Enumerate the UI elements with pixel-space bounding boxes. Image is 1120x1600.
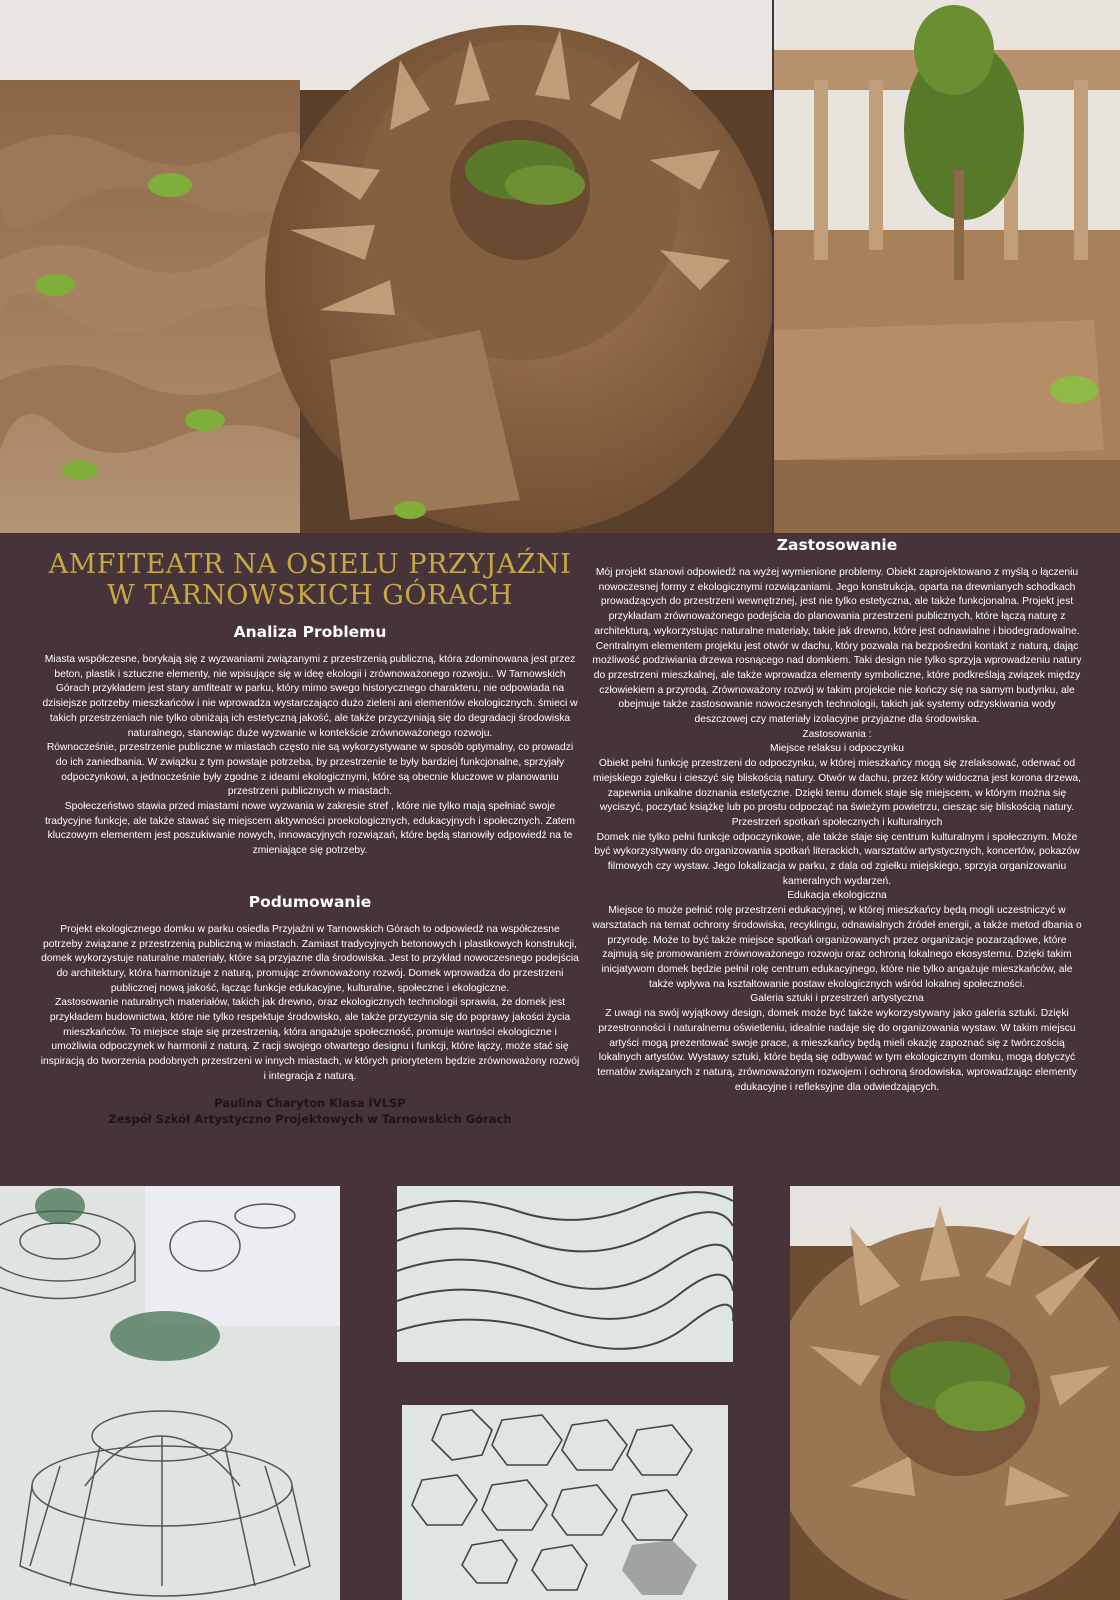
podsumowanie-text xyxy=(40,923,580,1085)
main-model-photo xyxy=(0,0,772,533)
side-model-photo xyxy=(774,0,1120,533)
analiza-paragraph: Równocześnie, przestrzenie publiczne w miastach często nie są wykorzystywane w sposób optymalny, co prowadzi do ich zaniedbania. W związku z tym powstaje potrzeba, by przestrzenie te były bardziej funkcjonalne, sprzyjały odpoczynkowi, a jednocześnie były zgodne z ideami ekologicznymi, które są obecnie kluczowe w planowaniu przestrzeni publicznych w miastach. xyxy=(46,742,574,798)
podsumowanie-heading: Podumowanie xyxy=(248,892,372,911)
podsumowanie-paragraph: Projekt ekologicznego domku w parku osiedla Przyjaźni w Tarnowskich Górach to odpowiedź na współczesne potrzeby związane z przestrzenią publiczną w miastach. Zamiast tradycyjnych betonowych i plastikowych konstrukcji, domek wykorzystuje naturalne materiały, które są przyjazne dla środowiska. Jest to przykład nowoczesnego podejścia do architektury, która harmonizuje z naturą, promując zrównoważony rozwój. Domek wprowadza do przestrzeni publicznej nową jakość, łącząc funkcje edukacyjne, kulturalne, społeczne i ekologiczne. xyxy=(41,923,579,994)
sketch-waves-image xyxy=(397,1186,733,1362)
author-school: Zespół Szkół Artystyczno Projektowych w Tarnowskich Górach xyxy=(108,1111,512,1126)
sketch-hexagons-image xyxy=(402,1405,728,1600)
page-title: AMFITEATR NA OSIELU PRZYJAŹNI W TARNOWSKICH GÓRACH xyxy=(48,549,572,611)
analiza-text xyxy=(40,653,580,859)
zastosowanie-text xyxy=(592,566,1082,1095)
sketch-domes-image xyxy=(0,1186,340,1600)
podsumowanie-paragraph: Zastosowanie naturalnych materiałów, takich jak drewno, oraz ekologicznych technologii sprawia, że domek jest przykładem budownictwa, które nie tylko respektuje środowisko, ale także przyczynia się do poprawy jakości życia mieszkańców. To miejsce staje się przestrzenią, która angażuje społeczność, promuje wartości ekologiczne i umożliwia odpoczynek w harmonii z naturą. Z racji swojego otwartego designu i funkcji, które łączy, może stać się inspiracją do tworzenia podobnych przestrzeni w innych miastach, w których priorytetem będzie zrównoważony rozwój i integracja z naturą. xyxy=(40,997,580,1082)
right-column xyxy=(592,536,1082,1095)
zastosowanie-line: Z uwagi na swój wyjątkowy design, domek może być także wykorzystywany jako galeria sztuki. Dzięki przestronności i naturalnemu oświetleniu, idealnie nadaje się do organizowania wystaw. W takim miejscu artyści mogą prezentować swoje prace, a mieszkańcy będą mieli okazję zapoznać się z twórczością lokalnych artystów. Wystawy sztuki, które będą się odbywać w tym ekologicznym domku, mogą dotyczyć tematów związanych z naturą, zrównoważonym rozwojem i ochroną środowiska, wprowadzając elementy edukacyjne i refleksyjne dla odwiedzających. xyxy=(597,1008,1077,1093)
zastosowanie-line: Domek nie tylko pełni funkcje odpoczynkowe, ale także staje się centrum kulturalnym i społecznym. Może być wykorzystywany do organizowania spotkań literackich, warsztatów artystycznych, koncertów, pokazów filmowych czy wystaw. Jego lokalizacja w parku, z dala od zgiełku miejskiego, sprzyja organizowaniu kameralnych wydarzeń. xyxy=(594,831,1080,887)
zastosowanie-line: Zastosowania : xyxy=(802,728,872,740)
analiza-paragraph: Społeczeństwo stawia przed miastami nowe wyzwania w zakresie stref , które nie tylko mają spełniać swoje tradycyjne funkcje, ale także stawać się miejscem aktywności proekologicznych, edukacyjnych i społecznych. Zatem kluczowym elementem jest poszukiwanie nowych, innowacyjnych rozwiązań, które będą stanowiły odpowiedź na te zmieniające się potrzeby. xyxy=(45,801,575,857)
zastosowanie-subheading: Galeria sztuki i przestrzeń artystyczna xyxy=(750,993,924,1005)
closeup-model-photo xyxy=(790,1186,1120,1600)
zastosowanie-heading: Zastosowanie xyxy=(776,536,898,554)
zastosowanie-line: Mój projekt stanowi odpowiedź na wyżej wymienione problemy. Obiekt zaprojektowano z myślą o łączeniu nowoczesnej formy z ekologicznymi rozwiązaniami. Jego konstrukcja, oparta na drewnianych schodkach prowadzących do przestrzeni wewnętrznej, jest nie tylko estetyczna, ale także funkcjonalna. Projekt jest przykładam zrównoważonego podejścia do planowania przestrzeni publicznych, które łączą naturę z architekturą, wykorzystując naturalne materiały, takie jak drewno, które jest odnawialne i biodegradowalne. xyxy=(594,567,1080,637)
zastosowanie-line: Obiekt pełni funkcję przestrzeni do odpoczynku, w której mieszkańcy mogą się zrelaksować, oderwać od miejskiego zgiełku i cieszyć się bliskością natury. Otwór w dachu, przez który widoczna jest korona drzewa, zapewnia unikalne doznania estetyczne. Dzięki temu domek staje się miejscem, w którym można się wyciszyć, poczytać książkę lub po prostu odpocząć na świeżym powietrzu, ciesząc się bliskością natury. xyxy=(593,758,1081,814)
zastosowanie-subheading: Przestrzeń spotkań społecznych i kulturalnych xyxy=(731,816,943,828)
author-name: Paulina Charyton Klasa IVLSP xyxy=(214,1095,406,1110)
zastosowanie-line: Miejsce to może pełnić rolę przestrzeni edukacyjnej, w której mieszkańcy będą mogli uczestniczyć w warsztatach na temat ochrony środowiska, recyklingu, odnawialnych źródeł energii, a także metod dbania o przyrodę. Może to być także miejsce spotkań organizowanych przez organizacje pozarządowe, które zajmują się promowaniem zrównoważonego rozwoju oraz ochroną lokalnego ekosystemu. Dzięki takim inicjatywom domek będzie pełnił rolę centrum edukacyjnego, które nie tylko angażuje mieszkańców, ale także wpływa na kształtowanie postaw ekologicznych wśród lokalnej społeczności. xyxy=(592,905,1082,990)
analiza-heading: Analiza Problemu xyxy=(233,623,387,641)
zastosowanie-line: Centralnym elementem projektu jest otwór w dachu, który pozwala na bezpośredni kontakt z naturą, dając możliwość podziwiania drzewa rosnącego nad domkiem. Taki design nie tylko sprzyja wprowadzeniu natury do przestrzeni mieszkalnej, ale także wprowadza elementy symboliczne, które podkreślają związek między człowiekiem a przyrodą. Zrównoważony rozwój w takim projekcie nie kończy się na samym budynku, ale obejmuje także zastosowanie nowoczesnych technologii, takich jak systemy odzyskiwania wody deszczowej czy materiały izolacyjne przyjazne dla środowiska. xyxy=(592,640,1082,726)
left-column xyxy=(40,545,580,1127)
analiza-paragraph: Miasta współczesne, borykają się z wyzwaniami związanymi z przestrzenią publiczną, która zdominowana jest przez beton, plastik i sztuczne elementy, nie wpisujące się w ideę ekologii i zrównoważonego rozwoju.. W Tarnowskich Górach przykładem jest stary amfiteatr w parku, który mimo swego historycznego charakteru, nie odpowiada na dzisiejsze potrzeby mieszkańców i nie wprowadza wystarczająco dużo zieleni ani elementów ekologicznych. śmieci w takich przestrzeniach nie tylko obniżają ich estetyczną jakość, ale także przyczyniają się do degradacji środowiska naturalnego, stanowiąc duże wyzwanie w kontekście zrównoważonego rozwoju. xyxy=(42,654,578,739)
author-block xyxy=(40,1095,580,1127)
zastosowanie-subheading: Miejsce relaksu i odpoczynku xyxy=(770,743,904,755)
zastosowanie-subheading: Edukacja ekologiczna xyxy=(787,890,887,902)
